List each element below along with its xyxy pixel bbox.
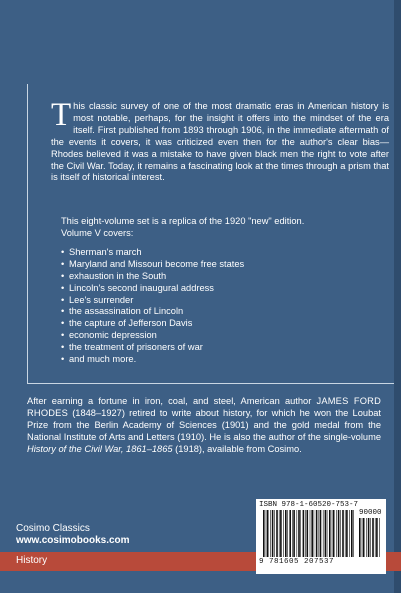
barcode-bar — [342, 510, 344, 557]
barcode-bar — [272, 510, 274, 557]
barcode-bar — [280, 510, 282, 557]
addon-barcode-bars — [359, 518, 381, 557]
barcode-bar — [349, 510, 350, 557]
barcode-bar — [338, 510, 340, 557]
description-text: his classic survey of one of the most dramatic eras in American history is most notable, perhaps, for the insight it offers into the mindset of the era itself. First published from 1893 through 1906, in the immediate aftermath of the events it covers, it was criticized even then for the author's clear bias—Rhodes believed it was a mistake to have given black men the right to vote after the Civil War. Today, it remains a fascinating look at the times through a prism that is itself of historical interest. — [51, 101, 389, 183]
barcode-bar — [293, 510, 295, 557]
barcode-bar — [363, 518, 365, 557]
barcode-bar — [263, 510, 265, 557]
barcode-bar — [316, 510, 318, 557]
drop-cap: T — [51, 97, 72, 133]
barcode-bar — [320, 510, 322, 557]
barcode-bar — [362, 518, 363, 557]
bullet-icon: • — [61, 270, 65, 281]
barcode-bar — [325, 510, 327, 557]
author-name: JAMES FORD RHODES — [27, 396, 381, 418]
barcode-bar — [359, 518, 361, 557]
barcode-bar — [276, 510, 278, 557]
barcode-bar — [283, 510, 284, 557]
barcode-bar — [370, 518, 371, 557]
barcode-bars — [263, 510, 355, 557]
barcode-bar — [267, 510, 269, 557]
barcode-bar — [379, 518, 380, 557]
bullet-icon: • — [61, 330, 65, 341]
barcode-bar — [336, 510, 337, 557]
barcode-bar — [351, 510, 353, 557]
category-label: History — [16, 555, 48, 566]
bullet-icon: • — [61, 306, 65, 317]
list-item: • Sherman's march — [61, 247, 142, 257]
list-item: • and much more. — [61, 354, 137, 365]
edition-note: This eight-volume set is a replica of the 1920 "new" edition. — [61, 216, 305, 226]
barcode-bar — [368, 518, 370, 557]
bullet-icon: • — [61, 294, 65, 305]
list-item: • Maryland and Missouri become free states — [61, 258, 245, 269]
bullet-icon: • — [61, 258, 65, 269]
barcode-bar — [285, 510, 287, 557]
barcode-bar — [292, 510, 293, 557]
barcode-bar — [333, 510, 335, 557]
barcode-bar — [298, 510, 300, 557]
barcode-bar — [303, 510, 305, 557]
barcode-bar — [274, 510, 275, 557]
author-bio: After earning a fortune in iron, coal, and steel, American author JAMES FORD RHODES (1848–1927) retired to write about history, for which he won the Loubat Prize from the Berlin Academy of Sciences (1901) and the gold medal from the National Institute of Arts and Letters (1910). He is also the author of the single-volume History of the Civil War, 1861–1865 (1918), available from Cosimo. — [27, 396, 381, 454]
barcode-bar — [270, 510, 271, 557]
bullet-icon: • — [61, 342, 65, 353]
barcode-bar — [329, 510, 331, 557]
barcode-bar — [353, 510, 354, 557]
list-item: • the assassination of Lincoln — [61, 306, 184, 317]
barcode-bar — [297, 510, 298, 557]
barcode-bar — [345, 510, 346, 557]
isbn-number: ISBN 978-1-60520-753-7 — [259, 501, 359, 509]
barcode-bar — [319, 510, 320, 557]
list-item: • exhaustion in the South — [61, 270, 167, 281]
barcode-bar — [287, 510, 288, 557]
barcode-bar — [279, 510, 280, 557]
bullet-icon: • — [61, 282, 65, 293]
publisher-website: www.cosimobooks.com — [16, 535, 130, 546]
barcode-bar — [372, 518, 374, 557]
publisher-name: Cosimo Classics — [16, 523, 90, 534]
book-title: History of the Civil War, 1861–1865 — [27, 443, 173, 454]
barcode-bar — [307, 510, 309, 557]
list-item: • the capture of Jefferson Davis — [61, 318, 193, 329]
barcode-bar — [311, 510, 313, 557]
list-item: • Lincoln's second inaugural address — [61, 282, 214, 293]
barcode-bar — [289, 510, 291, 557]
list-item: • Lee's surrender — [61, 294, 134, 305]
barcode-bar — [327, 510, 328, 557]
bullet-icon: • — [61, 247, 65, 257]
bullet-icon: • — [61, 318, 65, 329]
ean-digits: 9 781605 207537 — [259, 558, 335, 566]
barcode-bar — [376, 518, 378, 557]
list-item: • the treatment of prisoners of war — [61, 342, 203, 353]
barcode-bar — [332, 510, 333, 557]
volume-covers-label: Volume V covers: — [61, 228, 134, 238]
barcode-bar — [314, 510, 315, 557]
barcode-bar — [305, 510, 306, 557]
barcode-bar — [340, 510, 341, 557]
cover-edge — [394, 0, 401, 593]
barcode — [256, 499, 386, 574]
bullet-icon: • — [61, 354, 65, 365]
barcode-bar — [346, 510, 348, 557]
barcode-bar — [366, 518, 367, 557]
topic-list — [61, 247, 244, 366]
list-item: • economic depression — [61, 330, 157, 341]
barcode-bar — [323, 510, 324, 557]
barcode-bar — [375, 518, 376, 557]
price-code: 90000 — [359, 509, 382, 517]
barcode-bar — [266, 510, 267, 557]
barcode-bar — [310, 510, 311, 557]
book-description — [51, 97, 389, 184]
barcode-bar — [300, 510, 301, 557]
